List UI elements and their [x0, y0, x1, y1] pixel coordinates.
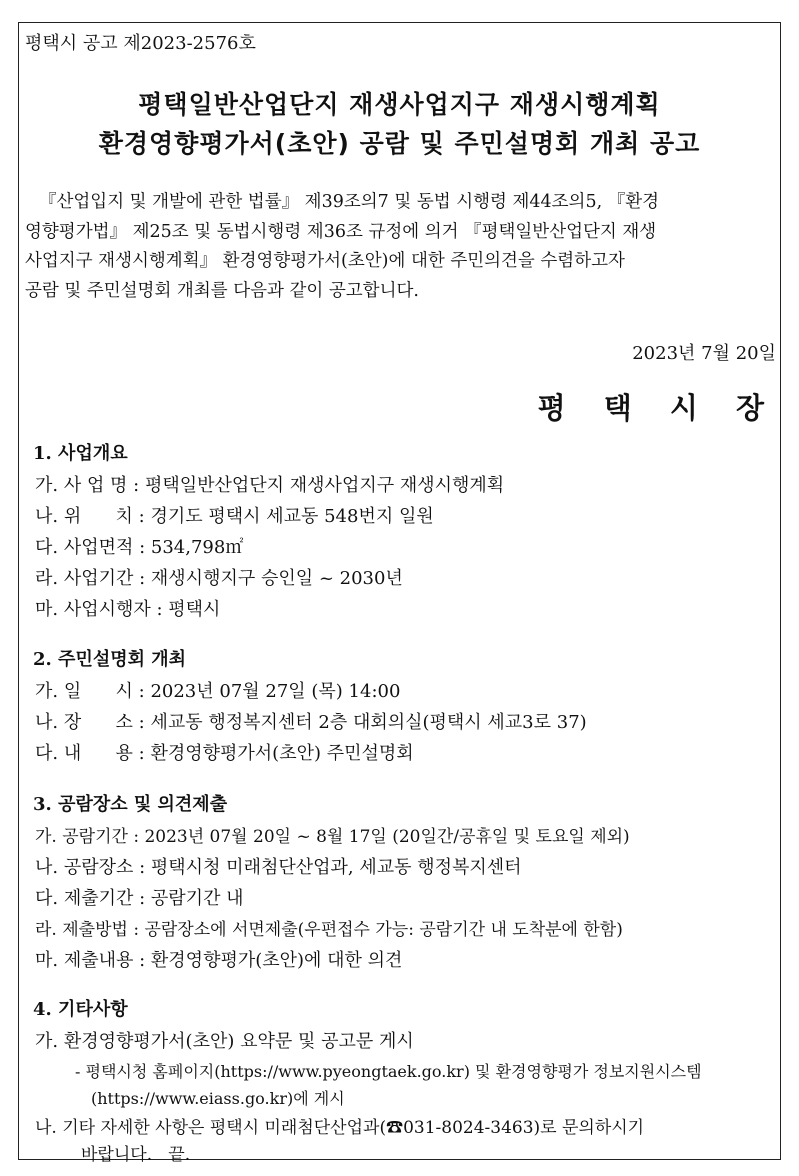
section-item: 가. 환경영향평가서(초안) 요약문 및 공고문 게시: [35, 1031, 414, 1052]
section-item: 라. 사업기간 : 재생시행지구 승인일 ~ 2030년: [35, 568, 403, 589]
section-item-continuation: 바랍니다. 끝.: [81, 1145, 191, 1165]
title-line-1: 평택일반산업단지 재생사업지구 재생시행계획: [138, 90, 661, 119]
notice-number: 평택시 공고 제2023-2576호: [25, 33, 256, 54]
intro-line: 『산업입지 및 개발에 관한 법률』 제39조의7 및 동법 시행령 제44조의5, 『환경: [39, 192, 660, 212]
section-item: 마. 제출내용 : 환경영향평가(초안)에 대한 의견: [35, 950, 403, 971]
title-line-2: 환경영향평가서(초안) 공람 및 주민설명회 개최 공고: [98, 129, 701, 158]
intro-line: 사업지구 재생시행계획』 환경영향평가서(초안)에 대한 주민의견을 수렴하고자: [25, 251, 625, 271]
section-heading: 4. 기타사항: [33, 999, 128, 1020]
section-item: 나. 장 소 : 세교동 행정복지센터 2층 대회의실(평택시 세교3로 37): [35, 712, 587, 733]
notice-frame: [18, 22, 781, 1165]
section-item: 나. 공람장소 : 평택시청 미래첨단산업과, 세교동 행정복지센터: [35, 857, 522, 878]
intro-line: 영향평가법』 제25조 및 동법시행령 제36조 규정에 의거 『평택일반산업단지 재생: [25, 221, 657, 242]
section-item: 나. 기타 자세한 사항은 평택시 미래첨단산업과(☎031-8024-3463)로 문의하시기: [35, 1118, 645, 1138]
section-subitem: - 평택시청 홈페이지(https://www.pyeongtaek.go.kr) 및 환경영향평가 정보지원시스템: [75, 1062, 702, 1081]
section-item: 다. 제출기간 : 공람기간 내: [35, 888, 244, 909]
intro-line: 공람 및 주민설명회 개최를 다음과 같이 공고합니다.: [25, 280, 419, 301]
issuer: 평 택 시 장: [537, 391, 778, 425]
section-item: 가. 일 시 : 2023년 07월 27일 (목) 14:00: [35, 681, 401, 702]
section-item: 다. 사업면적 : 534,798㎡: [35, 537, 244, 558]
intro-paragraph: [25, 188, 777, 306]
section-item: 가. 사 업 명 : 평택일반산업단지 재생사업지구 재생시행계획: [35, 475, 505, 496]
section-item: 마. 사업시행자 : 평택시: [35, 599, 221, 620]
section-item: 다. 내 용 : 환경영향평가서(초안) 주민설명회: [35, 743, 414, 764]
section-heading: 3. 공람장소 및 의견제출: [33, 794, 228, 815]
section-item: 라. 제출방법 : 공람장소에 서면제출(우편접수 가능: 공람기간 내 도착분에 한함): [35, 920, 623, 940]
section-heading: 1. 사업개요: [33, 443, 128, 464]
section-heading: 2. 주민설명회 개최: [33, 649, 187, 670]
section-item: 나. 위 치 : 경기도 평택시 세교동 548번지 일원: [35, 506, 434, 527]
notice-date: 2023년 7월 20일: [632, 343, 776, 364]
section-subitem: (https://www.eiass.go.kr)에 게시: [91, 1089, 345, 1108]
section-item: 가. 공람기간 : 2023년 07월 20일 ~ 8월 17일 (20일간/공휴일 및 토요일 제외): [35, 827, 630, 847]
